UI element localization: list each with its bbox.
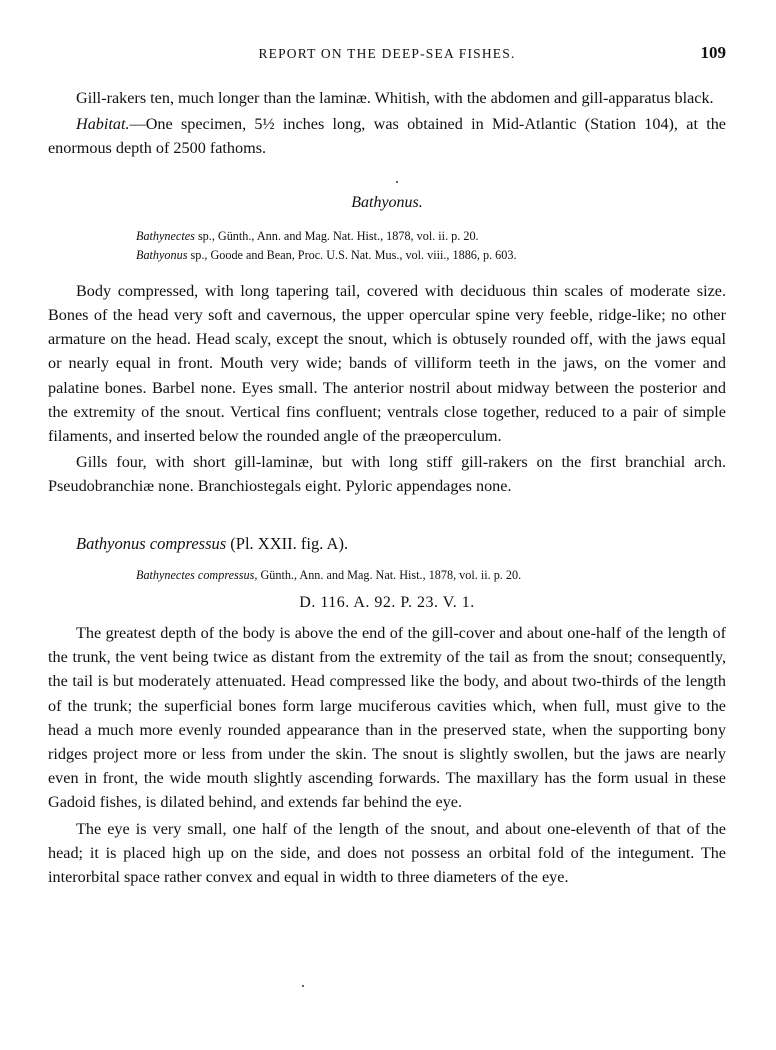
species-synonym: [136, 566, 726, 585]
page-header: [48, 44, 726, 64]
species-name: Bathyonus compressus: [76, 533, 227, 553]
synonym-line: [136, 246, 726, 265]
synonym-name: Bathyonus: [136, 247, 188, 262]
synonym-ref: sp., Günth., Ann. and Mag. Nat. Hist., 1878, vol. ii. p. 20.: [194, 228, 479, 243]
habitat-text: —One specimen, 5½ inches long, was obtained in Mid-Atlantic (Station 104), at the enormous depth of 2500 fathoms.: [48, 115, 726, 158]
species-description: The greatest depth of the body is above the end of the gill-cover and about one-half of the length of the trunk, the vent being twice as distant from the extremity of the tail as from the snout; consequently, the tail is but moderately attenuated. Head compressed like the body, and about two-thirds of the length of the trunk; the superficial bones form large muciferous cavities which, when full, must give to the head a much more evenly rounded appearance than in the preserved state, when the supporting bony ridges project more or less from under the skin. The snout is slightly swollen, but the jaws are nearly even in front, the wide mouth slightly ascending forwards. The maxillary has the form usual in these Gadoid fishes, is dilated behind, and extends far behind the eye.: [48, 624, 726, 812]
species-description-eye: The eye is very small, one half of the length of the snout, and about one-eleventh of that of the head; it is placed high up on the side, and does not possess an orbital fold of the integument. The interorbital space rather convex and equal in width to three diameters of the eye.: [48, 819, 726, 887]
synonym-line: [136, 227, 726, 246]
species-heading: [48, 532, 726, 556]
running-title: REPORT ON THE DEEP-SEA FISHES.: [258, 46, 516, 61]
page-number: 109: [700, 43, 726, 62]
page-body: [48, 86, 726, 889]
species-synonym-ref: , Günth., Ann. and Mag. Nat. Hist., 1878, vol. ii. p. 20.: [254, 567, 522, 582]
print-speck: [302, 985, 304, 987]
species-synonym-name: Bathynectes compressus: [136, 567, 255, 582]
habitat-paragraph: [48, 112, 726, 160]
synonym-ref: sp., Goode and Bean, Proc. U.S. Nat. Mus., vol. viii., 1886, p. 603.: [187, 247, 517, 262]
gill-rakers-paragraph: Gill-rakers ten, much longer than the laminæ. Whitish, with the abdomen and gill-apparatus black.: [76, 89, 714, 107]
habitat-label: Habitat.: [76, 115, 130, 134]
genus-description-gills: Gills four, with short gill-laminæ, but with long stiff gill-rakers on the first branchial arch. Pseudobranchiæ none. Branchiostegals eight. Pyloric appendages none.: [48, 453, 726, 496]
species-plate: (Pl. XXII. fig. A).: [226, 533, 349, 553]
synonym-name: Bathynectes: [136, 228, 195, 243]
genus-heading: Bathyonus.: [351, 193, 423, 211]
genus-synonymy: [48, 227, 726, 265]
print-speck: [396, 181, 398, 183]
genus-description: Body compressed, with long tapering tail, covered with deciduous thin scales of moderate size. Bones of the head very soft and cavernous, the upper opercular spine very feeble, ridge-like; no other armature on the head. Head scaly, except the snout, which is obtusely rounded off, with the jaws equal or nearly equal in front. Mouth very wide; bands of villiform teeth in the jaws, on the vomer and palatine bones. Barbel none. Eyes small. The anterior nostril about midway between the posterior and the extremity of the snout. Vertical fins confluent; ventrals close together, reduced to a pair of simple filaments, and inserted below the rounded angle of the præoperculum.: [48, 281, 726, 446]
fin-counts: D. 116. A. 92. P. 23. V. 1.: [299, 593, 475, 611]
